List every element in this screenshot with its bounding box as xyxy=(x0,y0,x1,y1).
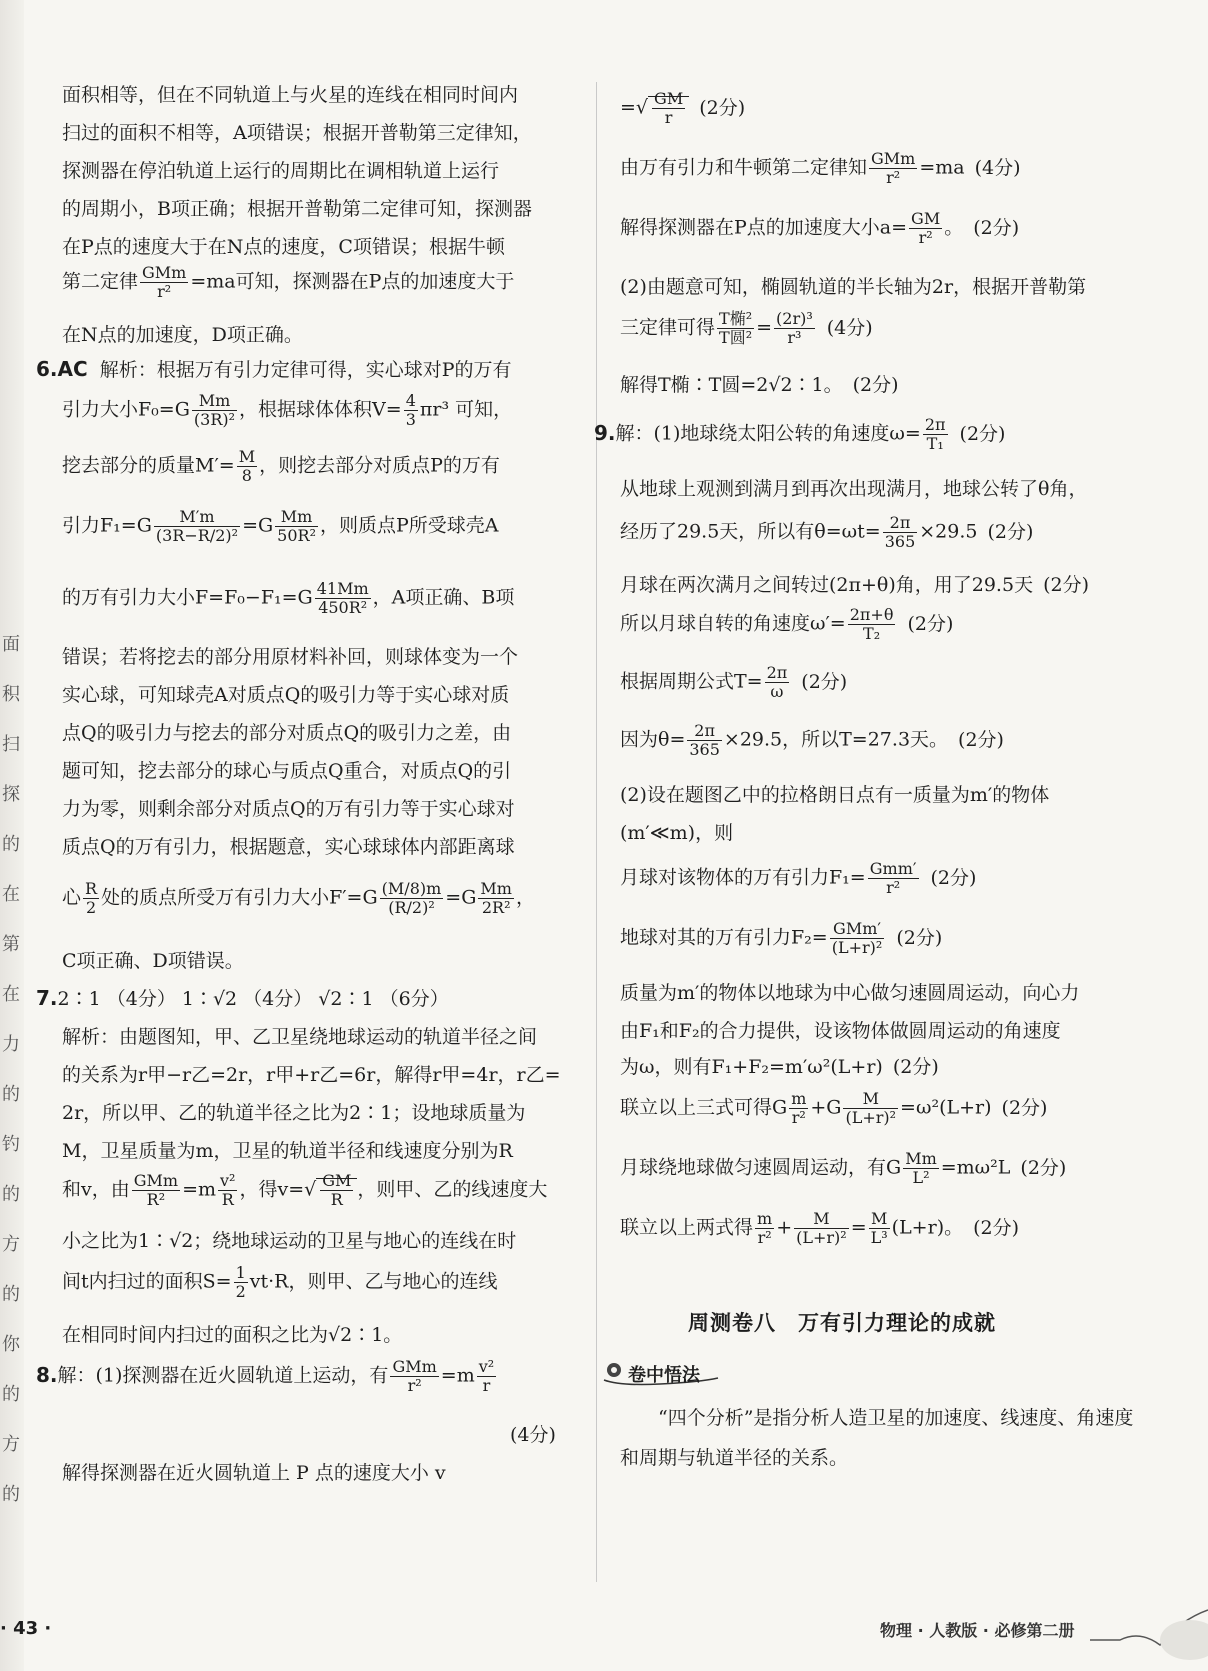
score: (4分) xyxy=(826,316,873,339)
denominator: r² xyxy=(407,1376,422,1395)
text-line: 解析：由题图知，甲、乙卫星绕地球运动的轨道半径之间 xyxy=(62,1026,538,1048)
numerator: 2π xyxy=(924,415,946,434)
denominator: 3 xyxy=(405,410,416,429)
numerator: 4 xyxy=(405,391,416,410)
denominator: r² xyxy=(886,168,901,187)
denominator: (L+r)² xyxy=(796,1228,847,1247)
denominator: 2 xyxy=(235,1282,246,1301)
fraction xyxy=(275,508,318,545)
numerator: GM xyxy=(322,1171,352,1190)
text: =G xyxy=(242,514,274,537)
text: =ma xyxy=(919,156,965,179)
question-7-header xyxy=(36,984,449,1011)
denominator: 365 xyxy=(884,532,916,551)
text: =G xyxy=(445,886,477,909)
text-line: 由F₁和F₂的合力提供，设该物体做圆周运动的角速度 xyxy=(620,1020,1061,1042)
text-line: M，卫星质量为m，卫星的轨道半径和线速度分别为R xyxy=(62,1140,513,1162)
score: (2分) xyxy=(852,374,899,396)
text: 解：(1)探测器在近火圆轨道上运动，有 xyxy=(57,1364,389,1387)
tip-label: 卷中悟法 xyxy=(628,1365,700,1386)
score: (2分) xyxy=(1043,574,1089,596)
formula-line xyxy=(620,606,953,643)
fraction xyxy=(218,1172,237,1209)
score: (2分) xyxy=(896,926,943,949)
fraction xyxy=(380,880,444,917)
tip-text: “四个分析”是指分析人造卫星的加速度、线速度、角速度和周期与轨道半径的关系。 xyxy=(620,1407,1134,1469)
score: (2分) xyxy=(801,670,848,693)
fraction xyxy=(154,508,240,545)
numerator: v² xyxy=(478,1357,495,1376)
numerator: 2π xyxy=(883,514,918,533)
text-line: 在P点的速度大于在N点的速度，C项错误；根据牛顿 xyxy=(62,236,505,258)
denominator: L³ xyxy=(870,1228,888,1247)
denominator: T圆² xyxy=(719,328,753,347)
formula-line: =√ $\frac{GM}{r}$ (2分) xyxy=(620,89,746,127)
text: +G xyxy=(810,1096,842,1119)
formula-line xyxy=(620,310,873,347)
denominator: 365 xyxy=(689,740,720,759)
formula-line xyxy=(620,514,1033,551)
text: 间t内扫过的面积S= xyxy=(62,1270,232,1293)
text: ，则质点P所受球壳A xyxy=(320,514,499,537)
score: (2分) xyxy=(930,866,977,889)
denominator: R² xyxy=(146,1190,166,1209)
column-divider xyxy=(596,82,597,1582)
formula-line xyxy=(620,1210,1019,1247)
fraction xyxy=(192,392,237,429)
text: 为ω，则有F₁+F₂=m′ω²(L+r) xyxy=(620,1056,883,1078)
gutter-text: 面积扫探的在第在 力的钓的方的你的方的 xyxy=(2,634,20,1505)
score: (2分) xyxy=(1020,1156,1067,1179)
numerator: GMm xyxy=(871,149,916,168)
text-line: 的关系为r甲−r乙=2r，r甲+r乙=6r，解得r甲=4r，r乙= xyxy=(62,1064,561,1086)
numerator: T椭² xyxy=(719,309,753,328)
numerator: GM xyxy=(654,89,684,108)
fraction xyxy=(404,392,418,429)
denominator: 8 xyxy=(241,466,252,485)
denominator: (3R)² xyxy=(193,410,236,429)
fraction xyxy=(794,1210,849,1247)
numerator: 41Mm xyxy=(316,579,369,598)
denominator: T₁ xyxy=(926,434,944,453)
text: 联立以上两式得 xyxy=(620,1216,754,1239)
denominator: L² xyxy=(912,1168,930,1187)
text: ，根据球体体积V= xyxy=(239,398,402,421)
denominator: T₂ xyxy=(863,624,881,643)
formula-line xyxy=(62,580,514,617)
score: (2分) xyxy=(973,216,1020,239)
numerator: Mm xyxy=(192,392,237,411)
text-line: C项正确、D项错误。 xyxy=(62,950,244,972)
numerator: M′m xyxy=(154,508,240,527)
text: = xyxy=(850,1216,867,1239)
numerator: m xyxy=(757,1209,773,1228)
fraction xyxy=(755,1210,774,1247)
fraction xyxy=(478,880,514,917)
fraction xyxy=(687,722,722,759)
text: 处的质点所受万有引力大小F′=G xyxy=(101,886,378,909)
denominator: r xyxy=(664,108,673,127)
formula-line xyxy=(620,1090,1047,1127)
fraction xyxy=(883,514,918,551)
numerator: GMm′ xyxy=(830,920,885,939)
text: 和v，由 xyxy=(62,1178,130,1201)
text: 引力大小F₀=G xyxy=(62,398,190,421)
denominator: r² xyxy=(886,878,901,897)
text: 第二定律 xyxy=(62,270,139,293)
text: 所以月球自转的角速度ω′= xyxy=(620,612,846,635)
question-number: 8. xyxy=(36,1362,58,1387)
text: =ω²(L+r) xyxy=(900,1096,992,1119)
text: =ma可知，探测器在P点的加速度大于 xyxy=(190,270,515,293)
text-line: 质量为m′的物体以地球为中心做匀速圆周运动，向心力 xyxy=(620,982,1080,1004)
denominator: r² xyxy=(157,282,172,301)
fraction xyxy=(869,150,917,187)
text: 联立以上三式可得G xyxy=(620,1096,788,1119)
text-line: 小之比为1∶√2；绕地球运动的卫星与地心的连线在时 xyxy=(62,1230,517,1252)
tip-body xyxy=(620,1398,1140,1478)
fraction xyxy=(140,264,188,301)
text: 月球对该物体的万有引力F₁= xyxy=(620,866,866,889)
text: 地球对其的万有引力F₂= xyxy=(620,926,828,949)
text: 解得探测器在P点的加速度大小a= xyxy=(620,216,908,239)
denominator: R xyxy=(221,1190,234,1209)
denominator: (L+r)² xyxy=(831,938,883,957)
fraction xyxy=(830,920,885,957)
denominator: r² xyxy=(918,228,933,247)
numerator: Mm xyxy=(905,1149,937,1168)
score: (4分) xyxy=(510,1424,556,1446)
text: (L+r)。 xyxy=(891,1216,964,1239)
fraction xyxy=(789,1090,808,1127)
numerator: m xyxy=(791,1089,807,1108)
numerator: M xyxy=(869,1210,890,1229)
formula-line xyxy=(620,664,847,701)
fraction xyxy=(83,880,99,917)
square-root xyxy=(648,89,689,127)
text: 心 xyxy=(62,886,82,909)
numerator: 1 xyxy=(235,1263,246,1282)
fraction xyxy=(652,90,685,127)
text-line xyxy=(620,370,899,397)
score: (4分) xyxy=(974,156,1021,179)
denominator: r² xyxy=(757,1228,772,1247)
denominator: R xyxy=(330,1190,343,1209)
section-heading: 周测卷八 万有引力理论的成就 xyxy=(688,1311,996,1335)
numerator: Mm xyxy=(275,508,318,527)
text: ，A项正确、B项 xyxy=(372,586,515,609)
text-line: (2)设在题图乙中的拉格朗日点有一质量为m′的物体 xyxy=(620,784,1050,806)
text-line: 2r，所以甲、乙的轨道半径之比为2∶1；设地球质量为 xyxy=(62,1102,526,1124)
numerator: GMm xyxy=(133,1171,179,1190)
text-line: 探测器在停泊轨道上运行的周期比在调相轨道上运行 xyxy=(62,160,500,182)
fraction xyxy=(843,1090,898,1127)
text: πr³ 可知， xyxy=(419,398,513,421)
fraction xyxy=(234,1264,248,1301)
fraction xyxy=(315,580,371,617)
fraction xyxy=(237,448,257,485)
text: = xyxy=(756,316,773,339)
fraction xyxy=(717,310,754,347)
fraction xyxy=(848,606,896,643)
numerator: Gmm′ xyxy=(869,859,917,878)
numerator: R xyxy=(85,879,98,898)
text: 月球在两次满月之间转过(2π+θ)角，用了29.5天 xyxy=(620,574,1034,596)
text: 月球绕地球做匀速圆周运动，有G xyxy=(620,1156,902,1179)
text-line: 扫过的面积不相等，A项错误；根据开普勒第三定律知， xyxy=(62,122,532,144)
question-number: 6.AC xyxy=(36,357,88,381)
numerator: GM xyxy=(911,209,941,228)
text: 解：(1)地球绕太阳公转的角速度ω= xyxy=(615,422,921,445)
denominator: 450R² xyxy=(318,598,368,617)
text-line: 题可知，挖去部分的球心与质点Q重合，对质点Q的引 xyxy=(62,760,512,782)
text: 经历了29.5天，所以有θ=ωt= xyxy=(620,520,881,543)
text: 解析：根据万有引力定律可得，实心球对P的万有 xyxy=(99,359,512,381)
question-number: 9. xyxy=(594,420,616,445)
text: =m xyxy=(182,1178,217,1201)
text-line: (2)由题意可知，椭圆轨道的半长轴为2r，根据开普勒第 xyxy=(620,276,1087,298)
page-number: · 43 · xyxy=(0,1618,52,1639)
formula-line xyxy=(62,508,499,545)
formula-line: 心 $\frac{R}{2}$ 处的质点所受万有引力大小F′=G $\frac{(M/8)m}{\text{(R/2)²}}$ =G $\frac{Mm}{\text{2R²}}$ ， xyxy=(62,879,535,917)
denominator: 50R² xyxy=(277,526,316,545)
text: 引力F₁=G xyxy=(62,514,152,537)
score: (2分) xyxy=(958,728,1004,751)
score: (2分) xyxy=(907,612,954,635)
text: =m xyxy=(440,1364,475,1387)
text: 因为θ= xyxy=(620,728,686,751)
binding-gutter xyxy=(0,0,24,1671)
text: =mω²L xyxy=(940,1156,1011,1179)
answer: 2∶1 （4分） 1∶√2 （4分） √2∶1 （6分） xyxy=(57,988,449,1010)
text: 挖去部分的质量M′= xyxy=(62,454,235,477)
question-6-header xyxy=(36,355,512,382)
text: ，则挖去部分对质点P的万有 xyxy=(259,454,500,477)
denominator: (R/2)² xyxy=(388,898,435,917)
text: ，得v= xyxy=(239,1178,305,1201)
formula-line xyxy=(620,210,1019,247)
formula-line: 和v，由 $\frac{\text{GMm}}{\text{R²}}$ =m $\frac{\text{v²}}{R}$ ，得v=√ $\frac{GM}{R}$ ，则甲、乙的线速度大 xyxy=(62,1171,548,1209)
text-line: 在N点的加速度，D项正确。 xyxy=(62,324,303,346)
formula-line xyxy=(620,722,1004,759)
denominator: (L+r)² xyxy=(845,1108,897,1127)
denominator: (3R−R/2)² xyxy=(155,526,239,545)
formula-line xyxy=(62,448,500,485)
text: = xyxy=(620,96,636,119)
score: (2分) xyxy=(699,96,746,119)
score: (2分) xyxy=(892,1056,939,1078)
text: 由万有引力和牛顿第二定律知 xyxy=(620,156,868,179)
denominator: ω xyxy=(770,682,784,701)
denominator: 2 xyxy=(85,898,97,917)
text: + xyxy=(776,1216,793,1239)
fraction xyxy=(320,1172,353,1209)
square-root xyxy=(316,1171,357,1209)
text-line: (m′≪m)，则 xyxy=(620,822,734,844)
denominator: r xyxy=(482,1376,491,1395)
fraction xyxy=(923,416,948,453)
formula-line xyxy=(620,150,1021,187)
text: ×29.5 xyxy=(919,520,978,543)
book-footer: 物理 · 人教版 · 必修第二册 xyxy=(880,1621,1075,1640)
numerator: GMm xyxy=(142,263,187,282)
fraction xyxy=(477,1358,496,1395)
question-number: 7. xyxy=(36,986,58,1010)
text-line xyxy=(620,1052,939,1079)
formula-line xyxy=(620,1150,1066,1187)
text-line xyxy=(62,264,514,301)
text-line: 力为零，则剩余部分对质点Q的万有引力等于实心球对 xyxy=(62,798,515,820)
numerator: M xyxy=(843,1090,898,1109)
text: 。 xyxy=(944,216,964,239)
text-line: 的周期小，B项正确；根据开普勒第二定律可知，探测器 xyxy=(62,198,532,220)
formula-line xyxy=(620,860,976,897)
text: ×29.5，所以T=27.3天。 xyxy=(723,728,949,751)
question-9-header xyxy=(594,415,1006,453)
text-line: 解得探测器在近火圆轨道上 P 点的速度大小 v xyxy=(62,1462,446,1484)
fraction xyxy=(390,1358,438,1395)
denominator: 2R² xyxy=(481,898,511,917)
numerator: M xyxy=(794,1210,849,1229)
text: 三定律可得 xyxy=(620,316,716,339)
numerator: M xyxy=(238,447,256,466)
text-line: 在相同时间内扫过的面积之比为√2∶1。 xyxy=(62,1324,403,1346)
text-line: 从地球上观测到满月到再次出现满月，地球公转了θ角， xyxy=(620,478,1088,500)
fraction xyxy=(903,1150,939,1187)
score: (2分) xyxy=(987,520,1034,543)
fraction xyxy=(909,210,942,247)
numerator: (2r)³ xyxy=(776,309,813,328)
score: (2分) xyxy=(1001,1096,1048,1119)
text-line: 点Q的吸引力与挖去的部分对质点Q的吸引力之差，由 xyxy=(62,722,512,744)
numerator: (M/8)m xyxy=(381,879,442,898)
score: (2分) xyxy=(973,1216,1020,1239)
question-8-header xyxy=(36,1357,498,1395)
footer-decoration-icon xyxy=(1090,1600,1208,1660)
fraction xyxy=(868,860,919,897)
numerator: 2π xyxy=(687,722,722,741)
text-line: 错误；若将挖去的部分用原材料补回，则球体变为一个 xyxy=(62,646,519,668)
numerator: 2π+θ xyxy=(849,605,894,624)
formula-line xyxy=(62,392,512,429)
fraction xyxy=(869,1210,890,1247)
text: 的万有引力大小F=F₀−F₁=G xyxy=(62,586,313,609)
text: 根据周期公式T= xyxy=(620,670,763,693)
numerator: 2π xyxy=(766,663,788,682)
text: 解得T椭∶T圆=2√2∶1。 xyxy=(620,374,843,396)
text-line: 面积相等，但在不同轨道上与火星的连线在相同时间内 xyxy=(62,84,519,106)
text-line: 实心球，可知球壳A对质点Q的吸引力等于实心球对质 xyxy=(62,684,510,706)
text: ，则甲、乙的线速度大 xyxy=(357,1178,548,1201)
text-line: 质点Q的万有引力，根据题意，实心球球体内部距离球 xyxy=(62,836,515,858)
denominator: r² xyxy=(791,1108,806,1127)
denominator: r³ xyxy=(787,328,802,347)
numerator: GMm xyxy=(392,1357,437,1376)
text: vt·R，则甲、乙与地心的连线 xyxy=(249,1270,498,1293)
score: (2分) xyxy=(959,422,1006,445)
numerator: v² xyxy=(220,1171,236,1190)
numerator: Mm xyxy=(480,879,512,898)
formula-line xyxy=(62,1264,497,1301)
fraction xyxy=(765,664,790,701)
formula-line xyxy=(620,920,942,957)
text-line xyxy=(620,570,1089,597)
fraction xyxy=(132,1172,180,1209)
fraction xyxy=(774,310,815,347)
